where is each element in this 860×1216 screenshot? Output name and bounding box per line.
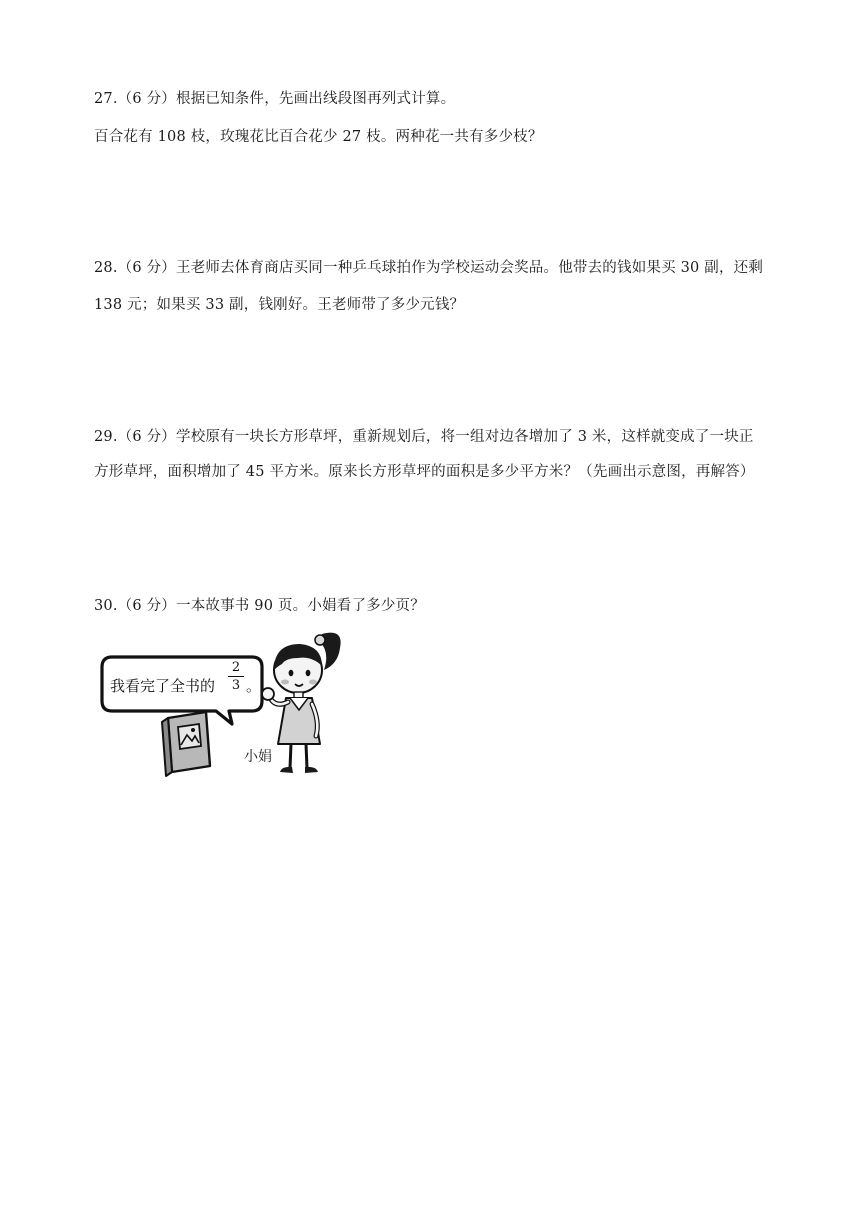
girl-name-label: 小娟 [244,749,272,765]
fraction-denominator: 3 [231,678,241,693]
fraction-numerator: 2 [231,660,241,675]
girl-reading-illustration [98,626,348,778]
speech-bubble-period: 。 [246,677,262,695]
book-icon [162,712,210,776]
girl-figure [262,633,341,773]
question-27-line-1: 27.（6 分）根据已知条件，先画出线段图再列式计算。 [94,91,456,107]
speech-bubble-text: 我看完了全书的 [110,677,216,695]
fraction-bar [228,676,244,677]
question-30-line-1: 30.（6 分）一本故事书 90 页。小娟看了多少页？ [94,598,425,614]
question-29-line-1: 29.（6 分）学校原有一块长方形草坪，重新规划后，将一组对边各增加了 3 米，这样就变成了一块正 [94,429,754,445]
fraction-two-thirds [226,660,246,693]
question-28-line-1: 28.（6 分）王老师去体育商店买同一种乒乓球拍作为学校运动会奖品。他带去的钱如果买 30 副，还剩 [94,260,764,276]
question-28-line-2: 138 元；如果买 33 副，钱刚好。王老师带了多少元钱？ [94,297,465,313]
question-27-line-2: 百合花有 108 枝，玫瑰花比百合花少 27 枝。两种花一共有多少枝？ [94,129,543,145]
question-29-line-2: 方形草坪，面积增加了 45 平方米。原来长方形草坪的面积是多少平方米？（先画出示意图，再解答） [94,464,755,480]
